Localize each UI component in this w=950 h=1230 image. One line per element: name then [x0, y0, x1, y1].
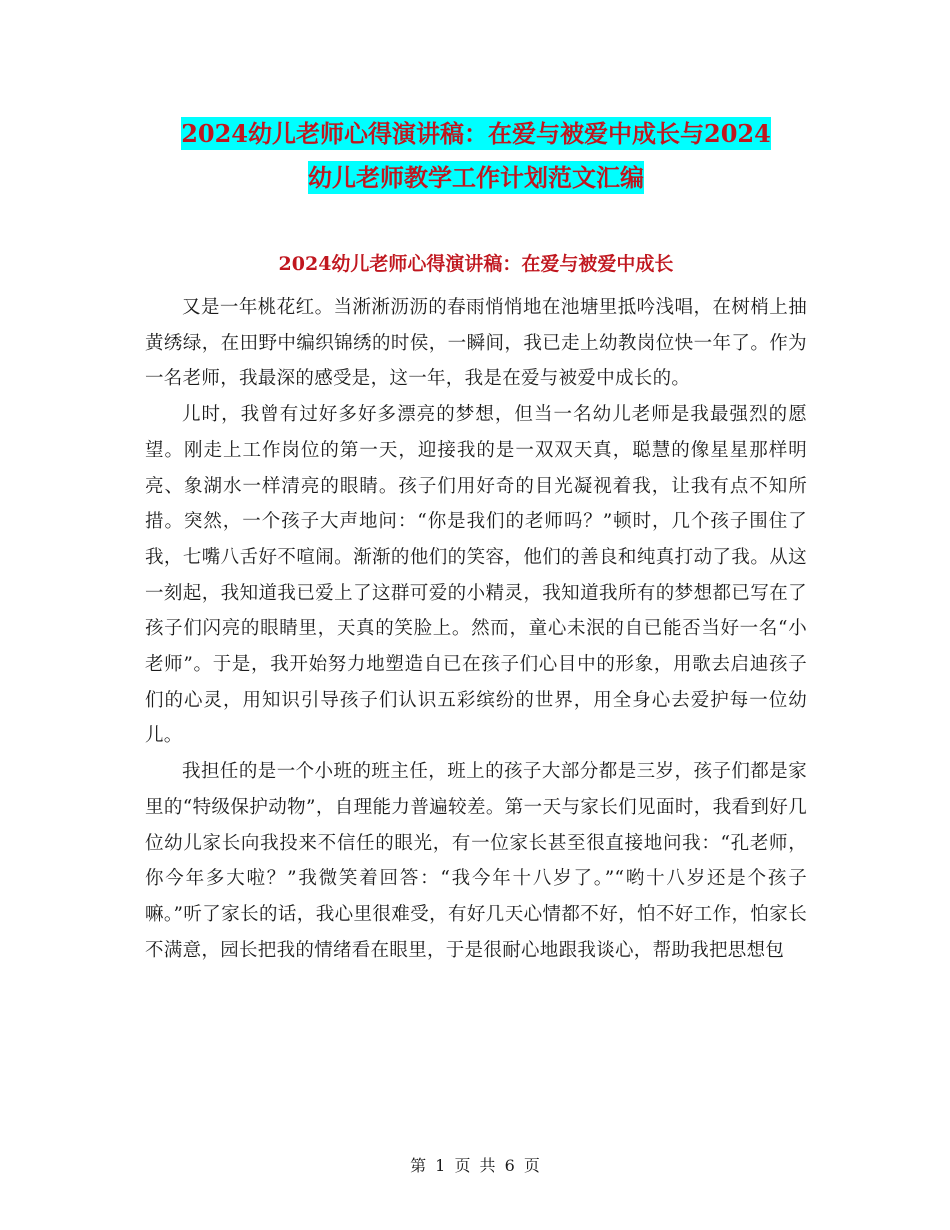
- document-title-line-1: [145, 112, 807, 156]
- document-title: [145, 112, 807, 200]
- paragraph-1: 又是一年桃花红。当淅淅沥沥的春雨悄悄地在池塘里抵吟浅唱，在树梢上抽黄绣绿，在田野中编织锦绣的时侯，一瞬间，我已走上幼教岗位快一年了。作为一名老师，我最深的感受是，这一年，我是在爱与被爱中成长的。: [145, 297, 807, 390]
- title-highlight: 2024幼儿老师心得演讲稿：在爱与被爱中成长与2024: [181, 119, 771, 148]
- page-number-footer: 第 1 页 共 6 页: [410, 1156, 540, 1175]
- document-title-line-2: [145, 156, 807, 200]
- body-text: [145, 290, 807, 968]
- paragraph-3: 我担任的是一个小班的班主任，班上的孩子大部分都是三岁，孩子们都是家里的“特级保护动物”，自理能力普遍较差。第一天与家长们见面时，我看到好几位幼儿家长向我投来不信任的眼光，有一位家长甚至很直接地问我：“孔老师，你今年多大啦？”我微笑着回答：“我今年十八岁了。”“哟十八岁还是个孩子嘛。”听了家长的话，我心里很难受，有好几天心情都不好，怕不好工作，怕家长不满意，园长把我的情绪看在眼里，于是很耐心地跟我谈心，帮助我把思想包: [145, 761, 807, 961]
- section-heading: 2024幼儿老师心得演讲稿：在爱与被爱中成长: [278, 253, 674, 275]
- title-highlight: 幼儿老师教学工作计划范文汇编: [308, 163, 644, 192]
- paragraph-2: 儿时，我曾有过好多好多漂亮的梦想，但当一名幼儿老师是我最强烈的愿望。刚走上工作岗位的第一天，迎接我的是一双双天真，聪慧的像星星那样明亮、象湖水一样清亮的眼睛。孩子们用好奇的目光凝视着我，让我有点不知所措。突然，一个孩子大声地问：“你是我们的老师吗？”顿时，几个孩子围住了我，七嘴八舌好不喧闹。渐渐的他们的笑容，他们的善良和纯真打动了我。从这一刻起，我知道我已爱上了这群可爱的小精灵，我知道我所有的梦想都已写在了孩子们闪亮的眼睛里，天真的笑脸上。然而，童心未泯的自已能否当好一名“小老师”。于是，我开始努力地塑造自已在孩子们心目中的形象，用歌去启迪孩子们的心灵，用知识引导孩子们认识五彩缤纷的世界，用全身心去爱护每一位幼儿。: [145, 404, 807, 747]
